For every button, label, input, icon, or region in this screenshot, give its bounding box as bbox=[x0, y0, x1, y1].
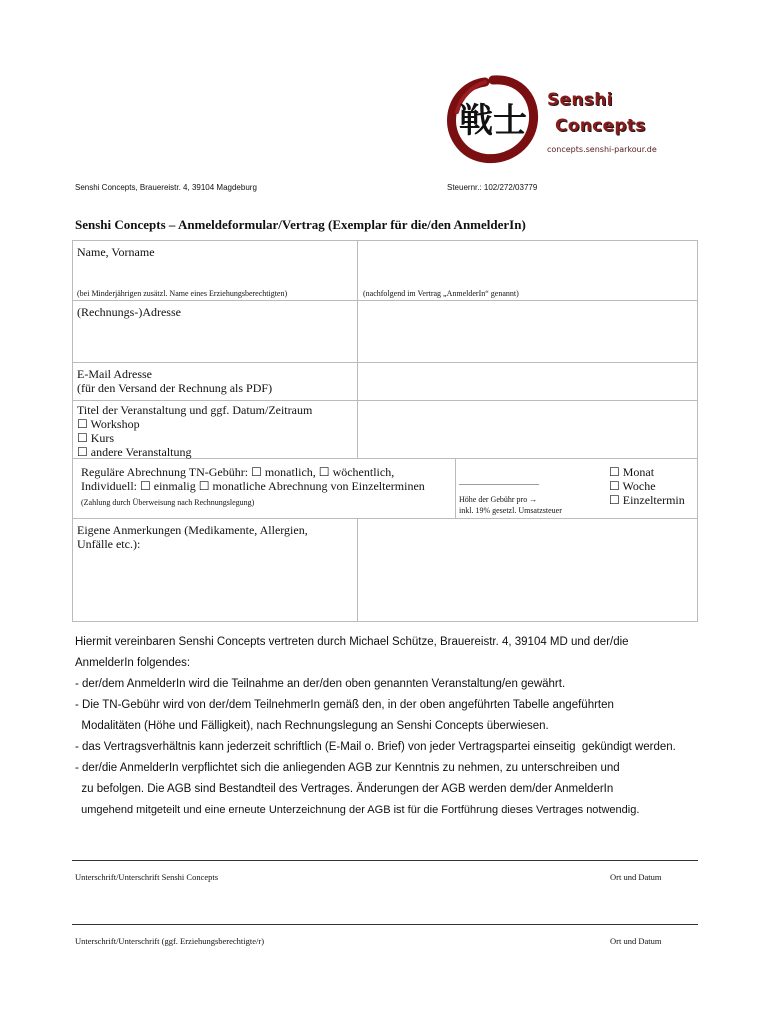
tax-number: Steuernr.: 102/272/03779 bbox=[447, 183, 538, 192]
enso-circle-icon bbox=[443, 72, 543, 164]
checkbox-workshop[interactable]: ☐ Workshop bbox=[77, 417, 140, 431]
senshi-concepts-logo bbox=[443, 72, 683, 164]
contract-text-line: Modalitäten (Höhe und Fälligkeit), nach Rechnungslegung an Senshi Concepts überwiesen. bbox=[75, 720, 549, 732]
row-divider bbox=[73, 518, 697, 519]
row-divider bbox=[73, 362, 697, 363]
checkbox-einzeltermin[interactable]: ☐ Einzeltermin bbox=[609, 493, 685, 507]
contract-text-line: AnmelderIn folgendes: bbox=[75, 657, 191, 669]
form-title: Senshi Concepts – Anmeldeformular/Vertrag (Exemplar für die/den AnmelderIn) bbox=[75, 217, 526, 232]
signature-label-guardian: Unterschrift/Unterschrift (ggf. Erziehungsberechtigte/r) bbox=[75, 936, 265, 946]
company-address: Senshi Concepts, Brauereistr. 4, 39104 Magdeburg bbox=[75, 183, 257, 192]
logo-text-senshi: Senshi bbox=[547, 90, 613, 110]
email-input-field[interactable] bbox=[363, 367, 693, 397]
checkbox-woche[interactable]: ☐ Woche bbox=[609, 479, 656, 493]
checkbox-andere-veranstaltung[interactable]: ☐ andere Veranstaltung bbox=[77, 445, 192, 459]
address-label: (Rechnungs-)Adresse bbox=[77, 305, 181, 319]
billing-regular[interactable]: Reguläre Abrechnung TN-Gebühr: ☐ monatlich, ☐ wöchentlich, bbox=[81, 465, 395, 479]
logo-kanji: 戦士 bbox=[459, 101, 527, 141]
checkbox-monat[interactable]: ☐ Monat bbox=[609, 465, 655, 479]
fee-vat-note: inkl. 19% gesetzl. Umsatzsteuer bbox=[459, 506, 562, 515]
email-sublabel: (für den Versand der Rechnung als PDF) bbox=[77, 381, 273, 395]
event-input-field[interactable] bbox=[363, 403, 693, 455]
billing-individual[interactable]: Individuell: ☐ einmalig ☐ monatliche Abrechnung von Einzelterminen bbox=[81, 479, 425, 493]
place-date-label: Ort und Datum bbox=[610, 936, 662, 946]
contract-text-line: - der/dem AnmelderIn wird die Teilnahme an der/den oben genannten Veranstaltung/en gewährt. bbox=[75, 678, 566, 690]
logo-text-concepts: Concepts bbox=[555, 116, 646, 136]
name-label: Name, Vorname bbox=[77, 245, 155, 259]
column-divider bbox=[357, 518, 358, 622]
address-input-field[interactable] bbox=[363, 305, 693, 357]
remarks-label: Eigene Anmerkungen (Medikamente, Allergien, bbox=[77, 523, 308, 537]
contract-text-line: umgehend mitgeteilt und eine erneute Unterzeichnung der AGB ist für die Fortführung dieses Vertrages notwendig. bbox=[75, 804, 640, 816]
fee-amount-blank[interactable]: ____________________ bbox=[459, 477, 539, 486]
logo-url: concepts.senshi-parkour.de bbox=[547, 145, 657, 154]
checkbox-kurs[interactable]: ☐ Kurs bbox=[77, 431, 115, 445]
name-input-field[interactable] bbox=[363, 245, 693, 285]
place-date-label: Ort und Datum bbox=[610, 872, 662, 882]
contract-text-line: zu befolgen. Die AGB sind Bestandteil des Vertrages. Änderungen der AGB werden dem/der AnmelderIn bbox=[75, 783, 614, 795]
signature-label-senshi: Unterschrift/Unterschrift Senshi Concepts bbox=[75, 872, 219, 882]
column-divider bbox=[455, 458, 456, 518]
contract-text-line: Hiermit vereinbaren Senshi Concepts vertreten durch Michael Schütze, Brauereistr. 4, 39104 MD und der/die bbox=[75, 636, 629, 648]
contract-text-line: - Die TN-Gebühr wird von der/dem TeilnehmerIn gemäß den, in der oben angeführten Tabelle angeführten bbox=[75, 699, 614, 711]
billing-note: (Zahlung durch Überweisung nach Rechnungslegung) bbox=[81, 498, 255, 507]
name-note-registrant: (nachfolgend im Vertrag „AnmelderIn“ genannt) bbox=[363, 289, 519, 298]
contract-text-line: - der/die AnmelderIn verpflichtet sich die anliegenden AGB zur Kenntnis zu nehmen, zu unterschreiben und bbox=[75, 762, 620, 774]
signature-line-guardian[interactable] bbox=[72, 924, 698, 925]
contract-text-line: - das Vertragsverhältnis kann jederzeit schriftlich (E-Mail o. Brief) von jeder Vertragspartei einseitig gekündigt werden. bbox=[75, 741, 676, 753]
signature-line-senshi[interactable] bbox=[72, 860, 698, 861]
fee-label: Höhe der Gebühr pro → bbox=[459, 495, 538, 504]
remarks-input-field[interactable] bbox=[363, 523, 693, 617]
name-note-minors: (bei Minderjährigen zusätzl. Name eines Erziehungsberechtigten) bbox=[77, 289, 288, 298]
email-label: E-Mail Adresse bbox=[77, 367, 152, 381]
event-label: Titel der Veranstaltung und ggf. Datum/Zeitraum bbox=[77, 403, 313, 417]
column-divider bbox=[357, 241, 358, 458]
remarks-sublabel: Unfälle etc.): bbox=[77, 537, 141, 551]
registration-form bbox=[72, 240, 698, 622]
row-divider bbox=[73, 400, 697, 401]
